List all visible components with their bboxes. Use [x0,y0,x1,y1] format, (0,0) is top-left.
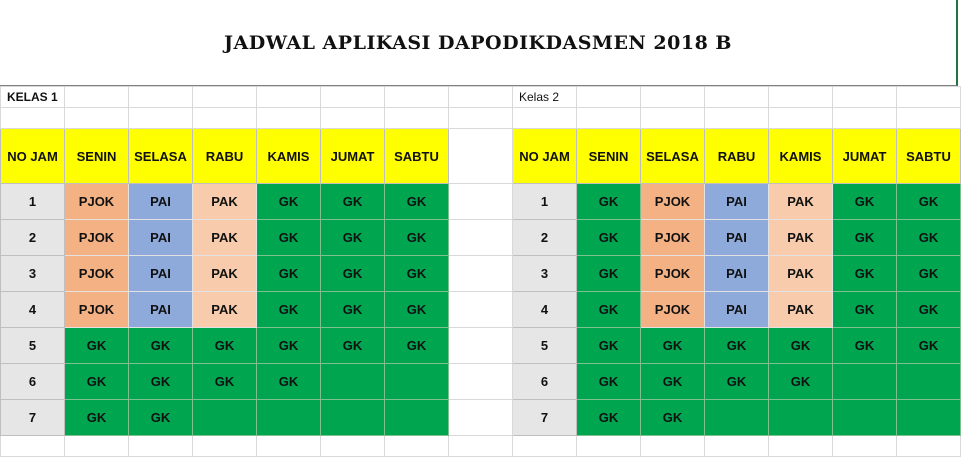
kelas2-cell[interactable]: GK [577,292,641,328]
empty-cell[interactable] [769,436,833,457]
kelas2-header-1[interactable]: SENIN [577,129,641,184]
sheet-row [1,108,961,129]
kelas1-cell[interactable]: PJOK [65,184,129,220]
kelas1-cell[interactable]: GK [321,328,385,364]
kelas2-header-5[interactable]: JUMAT [833,129,897,184]
kelas1-cell[interactable] [321,400,385,436]
kelas1-cell[interactable]: PJOK [65,292,129,328]
kelas2-cell[interactable]: GK [705,328,769,364]
empty-cell[interactable] [1,436,65,457]
empty-cell[interactable] [321,87,385,108]
kelas2-cell[interactable]: GK [705,364,769,400]
kelas2-cell[interactable]: GK [577,220,641,256]
kelas1-cell[interactable]: 3 [1,256,65,292]
kelas2-cell[interactable]: GK [641,400,705,436]
empty-cell[interactable] [833,436,897,457]
kelas2-cell[interactable]: GK [577,256,641,292]
empty-cell[interactable] [641,436,705,457]
kelas2-cell[interactable]: PJOK [641,256,705,292]
empty-cell[interactable] [449,108,513,129]
kelas1-cell[interactable]: GK [193,364,257,400]
gap-cell[interactable] [449,328,513,364]
kelas1-cell[interactable]: GK [65,400,129,436]
kelas2-cell[interactable]: PJOK [641,220,705,256]
kelas1-cell[interactable]: GK [257,256,321,292]
kelas1-cell[interactable]: PAK [193,256,257,292]
gap-cell[interactable] [449,184,513,220]
sheet-row [1,87,961,108]
kelas2-cell[interactable]: GK [833,292,897,328]
title-banner[interactable] [0,0,958,86]
gap-cell[interactable] [449,364,513,400]
kelas1-cell[interactable]: 7 [1,400,65,436]
empty-cell[interactable] [129,87,193,108]
gap-cell[interactable] [449,400,513,436]
kelas2-cell[interactable]: GK [897,184,961,220]
empty-cell[interactable] [641,108,705,129]
kelas1-cell[interactable]: PAI [129,184,193,220]
kelas2-cell[interactable]: GK [833,328,897,364]
kelas1-cell[interactable]: PAI [129,256,193,292]
kelas2-cell[interactable]: GK [833,256,897,292]
empty-cell[interactable] [897,436,961,457]
kelas2-cell[interactable]: PAI [705,292,769,328]
sheet-row [1,436,961,457]
kelas1-cell[interactable]: GK [257,364,321,400]
kelas1-cell[interactable]: GK [321,292,385,328]
empty-cell[interactable] [769,108,833,129]
kelas2-header-6[interactable]: SABTU [897,129,961,184]
empty-cell[interactable] [577,87,641,108]
kelas2-cell[interactable]: GK [577,364,641,400]
kelas1-cell[interactable]: GK [129,328,193,364]
kelas2-cell[interactable]: 1 [513,184,577,220]
sheet-row [1,184,961,220]
kelas2-cell[interactable]: GK [769,328,833,364]
kelas1-cell[interactable]: PAK [193,184,257,220]
kelas1-header-0[interactable]: NO JAM [1,129,65,184]
kelas2-cell[interactable] [833,364,897,400]
kelas2-cell[interactable]: PAK [769,292,833,328]
kelas1-cell[interactable]: GK [193,328,257,364]
empty-cell[interactable] [257,436,321,457]
empty-cell[interactable] [385,436,449,457]
kelas1-cell[interactable]: 6 [1,364,65,400]
kelas2-cell[interactable]: 6 [513,364,577,400]
kelas2-cell[interactable] [897,400,961,436]
kelas1-cell[interactable] [193,400,257,436]
empty-cell[interactable] [385,87,449,108]
kelas2-header-2[interactable]: SELASA [641,129,705,184]
kelas1-cell[interactable]: GK [321,184,385,220]
empty-cell[interactable] [65,108,129,129]
kelas1-cell[interactable] [257,400,321,436]
kelas2-header-3[interactable]: RABU [705,129,769,184]
kelas2-label[interactable]: Kelas 2 [513,87,577,108]
kelas2-cell[interactable]: PJOK [641,292,705,328]
kelas2-cell[interactable]: PAK [769,220,833,256]
empty-cell[interactable] [897,87,961,108]
kelas2-cell[interactable]: GK [577,328,641,364]
kelas1-cell[interactable]: 5 [1,328,65,364]
empty-cell[interactable] [449,436,513,457]
kelas2-header-4[interactable]: KAMIS [769,129,833,184]
kelas2-header-0[interactable]: NO JAM [513,129,577,184]
empty-cell[interactable] [769,87,833,108]
kelas2-cell[interactable]: PJOK [641,184,705,220]
kelas1-header-2[interactable]: SELASA [129,129,193,184]
kelas1-cell[interactable]: GK [65,364,129,400]
gap-cell[interactable] [449,256,513,292]
empty-cell[interactable] [385,108,449,129]
kelas2-cell[interactable]: PAI [705,184,769,220]
sheet-row [1,364,961,400]
empty-cell[interactable] [641,87,705,108]
kelas1-header-6[interactable]: SABTU [385,129,449,184]
kelas1-cell[interactable]: GK [385,256,449,292]
kelas2-cell[interactable]: GK [577,400,641,436]
gap-cell[interactable] [449,292,513,328]
kelas1-cell[interactable]: GK [321,256,385,292]
kelas2-cell[interactable] [769,400,833,436]
empty-cell[interactable] [577,436,641,457]
kelas1-cell[interactable]: GK [385,184,449,220]
kelas2-cell[interactable]: GK [897,328,961,364]
kelas1-header-5[interactable]: JUMAT [321,129,385,184]
empty-cell[interactable] [65,87,129,108]
kelas1-cell[interactable]: GK [257,328,321,364]
kelas1-cell[interactable]: GK [257,220,321,256]
page-title: JADWAL APLIKASI DAPODIKDASMEN 2018 B [224,32,732,54]
kelas1-header-4[interactable]: KAMIS [257,129,321,184]
kelas2-cell[interactable]: PAI [705,256,769,292]
schedule-grid[interactable] [0,86,961,457]
empty-cell[interactable] [193,436,257,457]
empty-cell[interactable] [65,436,129,457]
empty-cell[interactable] [897,108,961,129]
kelas1-cell[interactable]: GK [129,400,193,436]
gap-cell[interactable] [449,129,513,184]
empty-cell[interactable] [449,87,513,108]
kelas2-cell[interactable]: GK [769,364,833,400]
kelas2-cell[interactable]: 4 [513,292,577,328]
sheet-row [1,220,961,256]
kelas1-cell[interactable]: GK [129,364,193,400]
kelas1-cell[interactable]: PJOK [65,256,129,292]
kelas1-header-1[interactable]: SENIN [65,129,129,184]
kelas1-cell[interactable]: GK [385,292,449,328]
kelas1-cell[interactable]: PAI [129,292,193,328]
empty-cell[interactable] [321,108,385,129]
spreadsheet-grid[interactable] [0,86,961,457]
empty-cell[interactable] [577,108,641,129]
kelas2-cell[interactable]: 5 [513,328,577,364]
kelas1-header-3[interactable]: RABU [193,129,257,184]
empty-cell[interactable] [1,108,65,129]
kelas1-cell[interactable]: 1 [1,184,65,220]
empty-cell[interactable] [321,436,385,457]
sheet-row [1,129,961,184]
kelas1-cell[interactable]: GK [385,220,449,256]
sheet-row [1,292,961,328]
empty-cell[interactable] [257,87,321,108]
kelas1-cell[interactable]: GK [321,220,385,256]
empty-cell[interactable] [705,87,769,108]
kelas1-cell[interactable]: GK [385,328,449,364]
sheet-row [1,400,961,436]
kelas1-cell[interactable]: PJOK [65,220,129,256]
kelas2-cell[interactable]: GK [641,328,705,364]
kelas1-cell[interactable]: GK [65,328,129,364]
kelas2-cell[interactable]: GK [897,220,961,256]
kelas1-cell[interactable]: 4 [1,292,65,328]
kelas2-cell[interactable]: PAK [769,184,833,220]
empty-cell[interactable] [705,436,769,457]
kelas2-cell[interactable]: GK [577,184,641,220]
kelas2-cell[interactable]: GK [897,256,961,292]
empty-cell[interactable] [513,108,577,129]
kelas2-cell[interactable]: PAK [769,256,833,292]
kelas2-cell[interactable]: 7 [513,400,577,436]
kelas1-cell[interactable]: PAK [193,292,257,328]
kelas2-cell[interactable] [705,400,769,436]
kelas2-cell[interactable]: GK [833,184,897,220]
empty-cell[interactable] [193,108,257,129]
kelas1-label[interactable]: KELAS 1 [1,87,65,108]
sheet-row [1,256,961,292]
empty-cell[interactable] [129,436,193,457]
kelas2-cell[interactable]: GK [897,292,961,328]
kelas2-cell[interactable]: PAI [705,220,769,256]
kelas2-cell[interactable]: 3 [513,256,577,292]
kelas1-cell[interactable]: PAI [129,220,193,256]
kelas2-cell[interactable] [897,364,961,400]
empty-cell[interactable] [513,436,577,457]
kelas1-cell[interactable]: PAK [193,220,257,256]
kelas1-cell[interactable] [385,364,449,400]
kelas1-cell[interactable]: 2 [1,220,65,256]
kelas2-cell[interactable] [833,400,897,436]
kelas1-cell[interactable]: GK [257,292,321,328]
kelas1-cell[interactable]: GK [257,184,321,220]
kelas1-cell[interactable] [385,400,449,436]
kelas2-cell[interactable]: GK [641,364,705,400]
empty-cell[interactable] [193,87,257,108]
empty-cell[interactable] [833,87,897,108]
empty-cell[interactable] [129,108,193,129]
kelas2-cell[interactable]: GK [833,220,897,256]
sheet-row [1,328,961,364]
kelas1-cell[interactable] [321,364,385,400]
empty-cell[interactable] [833,108,897,129]
empty-cell[interactable] [705,108,769,129]
empty-cell[interactable] [257,108,321,129]
kelas2-cell[interactable]: 2 [513,220,577,256]
gap-cell[interactable] [449,220,513,256]
